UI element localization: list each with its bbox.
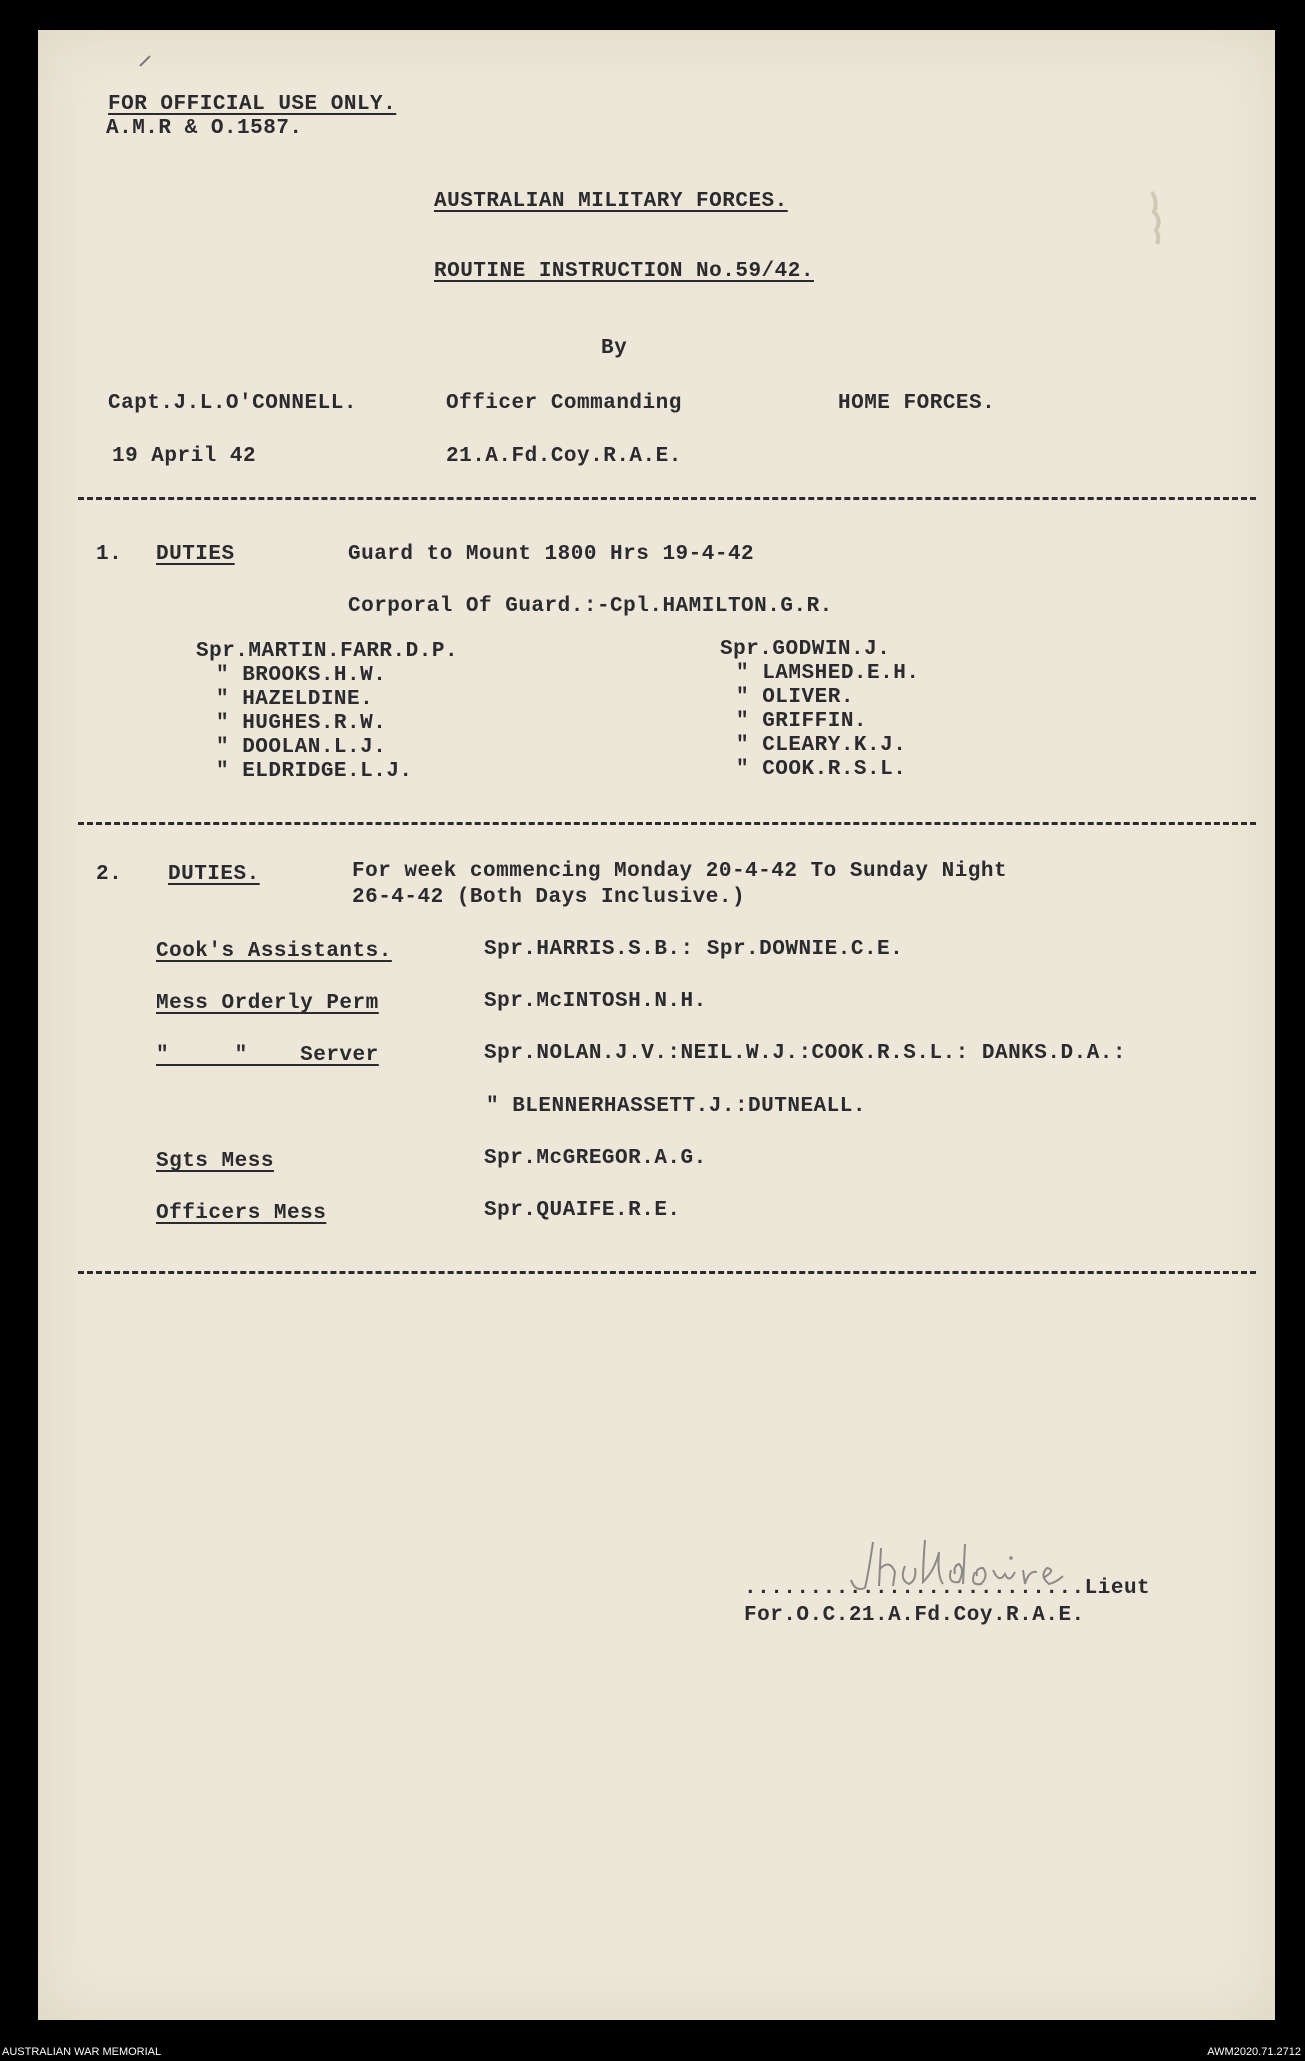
organisation-title: AUSTRALIAN MILITARY FORCES. [434,190,788,213]
guard-right-6: " COOK.R.S.L. [736,758,907,781]
guard-right-4: " GRIFFIN. [736,710,868,733]
reference-number: A.M.R & O.1587. [106,117,303,140]
section-2-detail-2: 26-4-42 (Both Days Inclusive.) [352,886,746,909]
instruction-title: ROUTINE INSTRUCTION No.59/42. [434,260,814,283]
document-date: 19 April 42 [112,445,257,468]
guard-right-5: " CLEARY.K.J. [736,734,907,757]
document-page [38,30,1275,2020]
classification-label: FOR OFFICIAL USE ONLY. [108,93,397,116]
unit-name: 21.A.Fd.Coy.R.A.E. [446,445,682,468]
guard-left-2: " BROOKS.H.W. [216,664,387,687]
duty-value-server: Spr.NOLAN.J.V.:NEIL.W.J.:COOK.R.S.L.: DANKS.D.A.: [484,1042,1127,1065]
section-2-heading: DUTIES. [168,863,260,886]
guard-left-3: " HAZELDINE. [216,688,374,711]
section-1-heading: DUTIES [156,543,235,566]
divider-1 [78,497,1256,500]
guard-left-6: " ELDRIDGE.L.J. [216,760,413,783]
duty-label-sgts-mess: Sgts Mess [156,1150,274,1173]
section-1-number: 1. [96,543,123,566]
footer-archive-name: AUSTRALIAN WAR MEMORIAL [2,2046,162,2058]
duty-value-sgts-mess: Spr.McGREGOR.A.G. [484,1147,707,1170]
corporal-of-guard: Corporal Of Guard.:-Cpl.HAMILTON.G.R. [348,595,833,618]
section-2-number: 2. [96,863,123,886]
duty-value-cooks: Spr.HARRIS.S.B.: Spr.DOWNIE.C.E. [484,938,904,961]
duty-label-cooks: Cook's Assistants. [156,940,392,963]
officer-name: Capt.J.L.O'CONNELL. [108,392,357,415]
section-2-detail-1: For week commencing Monday 20-4-42 To Sunday Night [352,860,1008,883]
paper-scuff [1148,190,1166,245]
duty-label-server: " " Server [156,1044,379,1067]
duty-value-mess-orderly: Spr.McINTOSH.N.H. [484,990,707,1013]
guard-left-5: " DOOLAN.L.J. [216,736,387,759]
signature-line: ..........................Lieut [744,1577,1151,1600]
section-1-detail: Guard to Mount 1800 Hrs 19-4-42 [348,543,755,566]
duty-value-server-cont: " BLENNERHASSETT.J.:DUTNEALL. [486,1095,866,1118]
duty-value-officers-mess: Spr.QUAIFE.R.E. [484,1199,681,1222]
signature-for-line: For.O.C.21.A.Fd.Coy.R.A.E. [744,1604,1085,1627]
duty-label-mess-orderly: Mess Orderly Perm [156,992,379,1015]
guard-left-1: Spr.MARTIN.FARR.D.P. [196,640,459,663]
by-label: By [601,337,628,360]
guard-right-1: Spr.GODWIN.J. [720,638,891,661]
officer-role: Officer Commanding [446,392,682,415]
guard-right-2: " LAMSHED.E.H. [736,662,920,685]
guard-left-4: " HUGHES.R.W. [216,712,387,735]
guard-right-3: " OLIVER. [736,686,854,709]
footer-accession-number: AWM2020.71.2712 [1207,2046,1301,2058]
pencil-mark [139,55,150,66]
forces-label: HOME FORCES. [838,392,996,415]
divider-2 [78,822,1256,825]
divider-3 [78,1271,1256,1274]
duty-label-officers-mess: Officers Mess [156,1202,327,1225]
